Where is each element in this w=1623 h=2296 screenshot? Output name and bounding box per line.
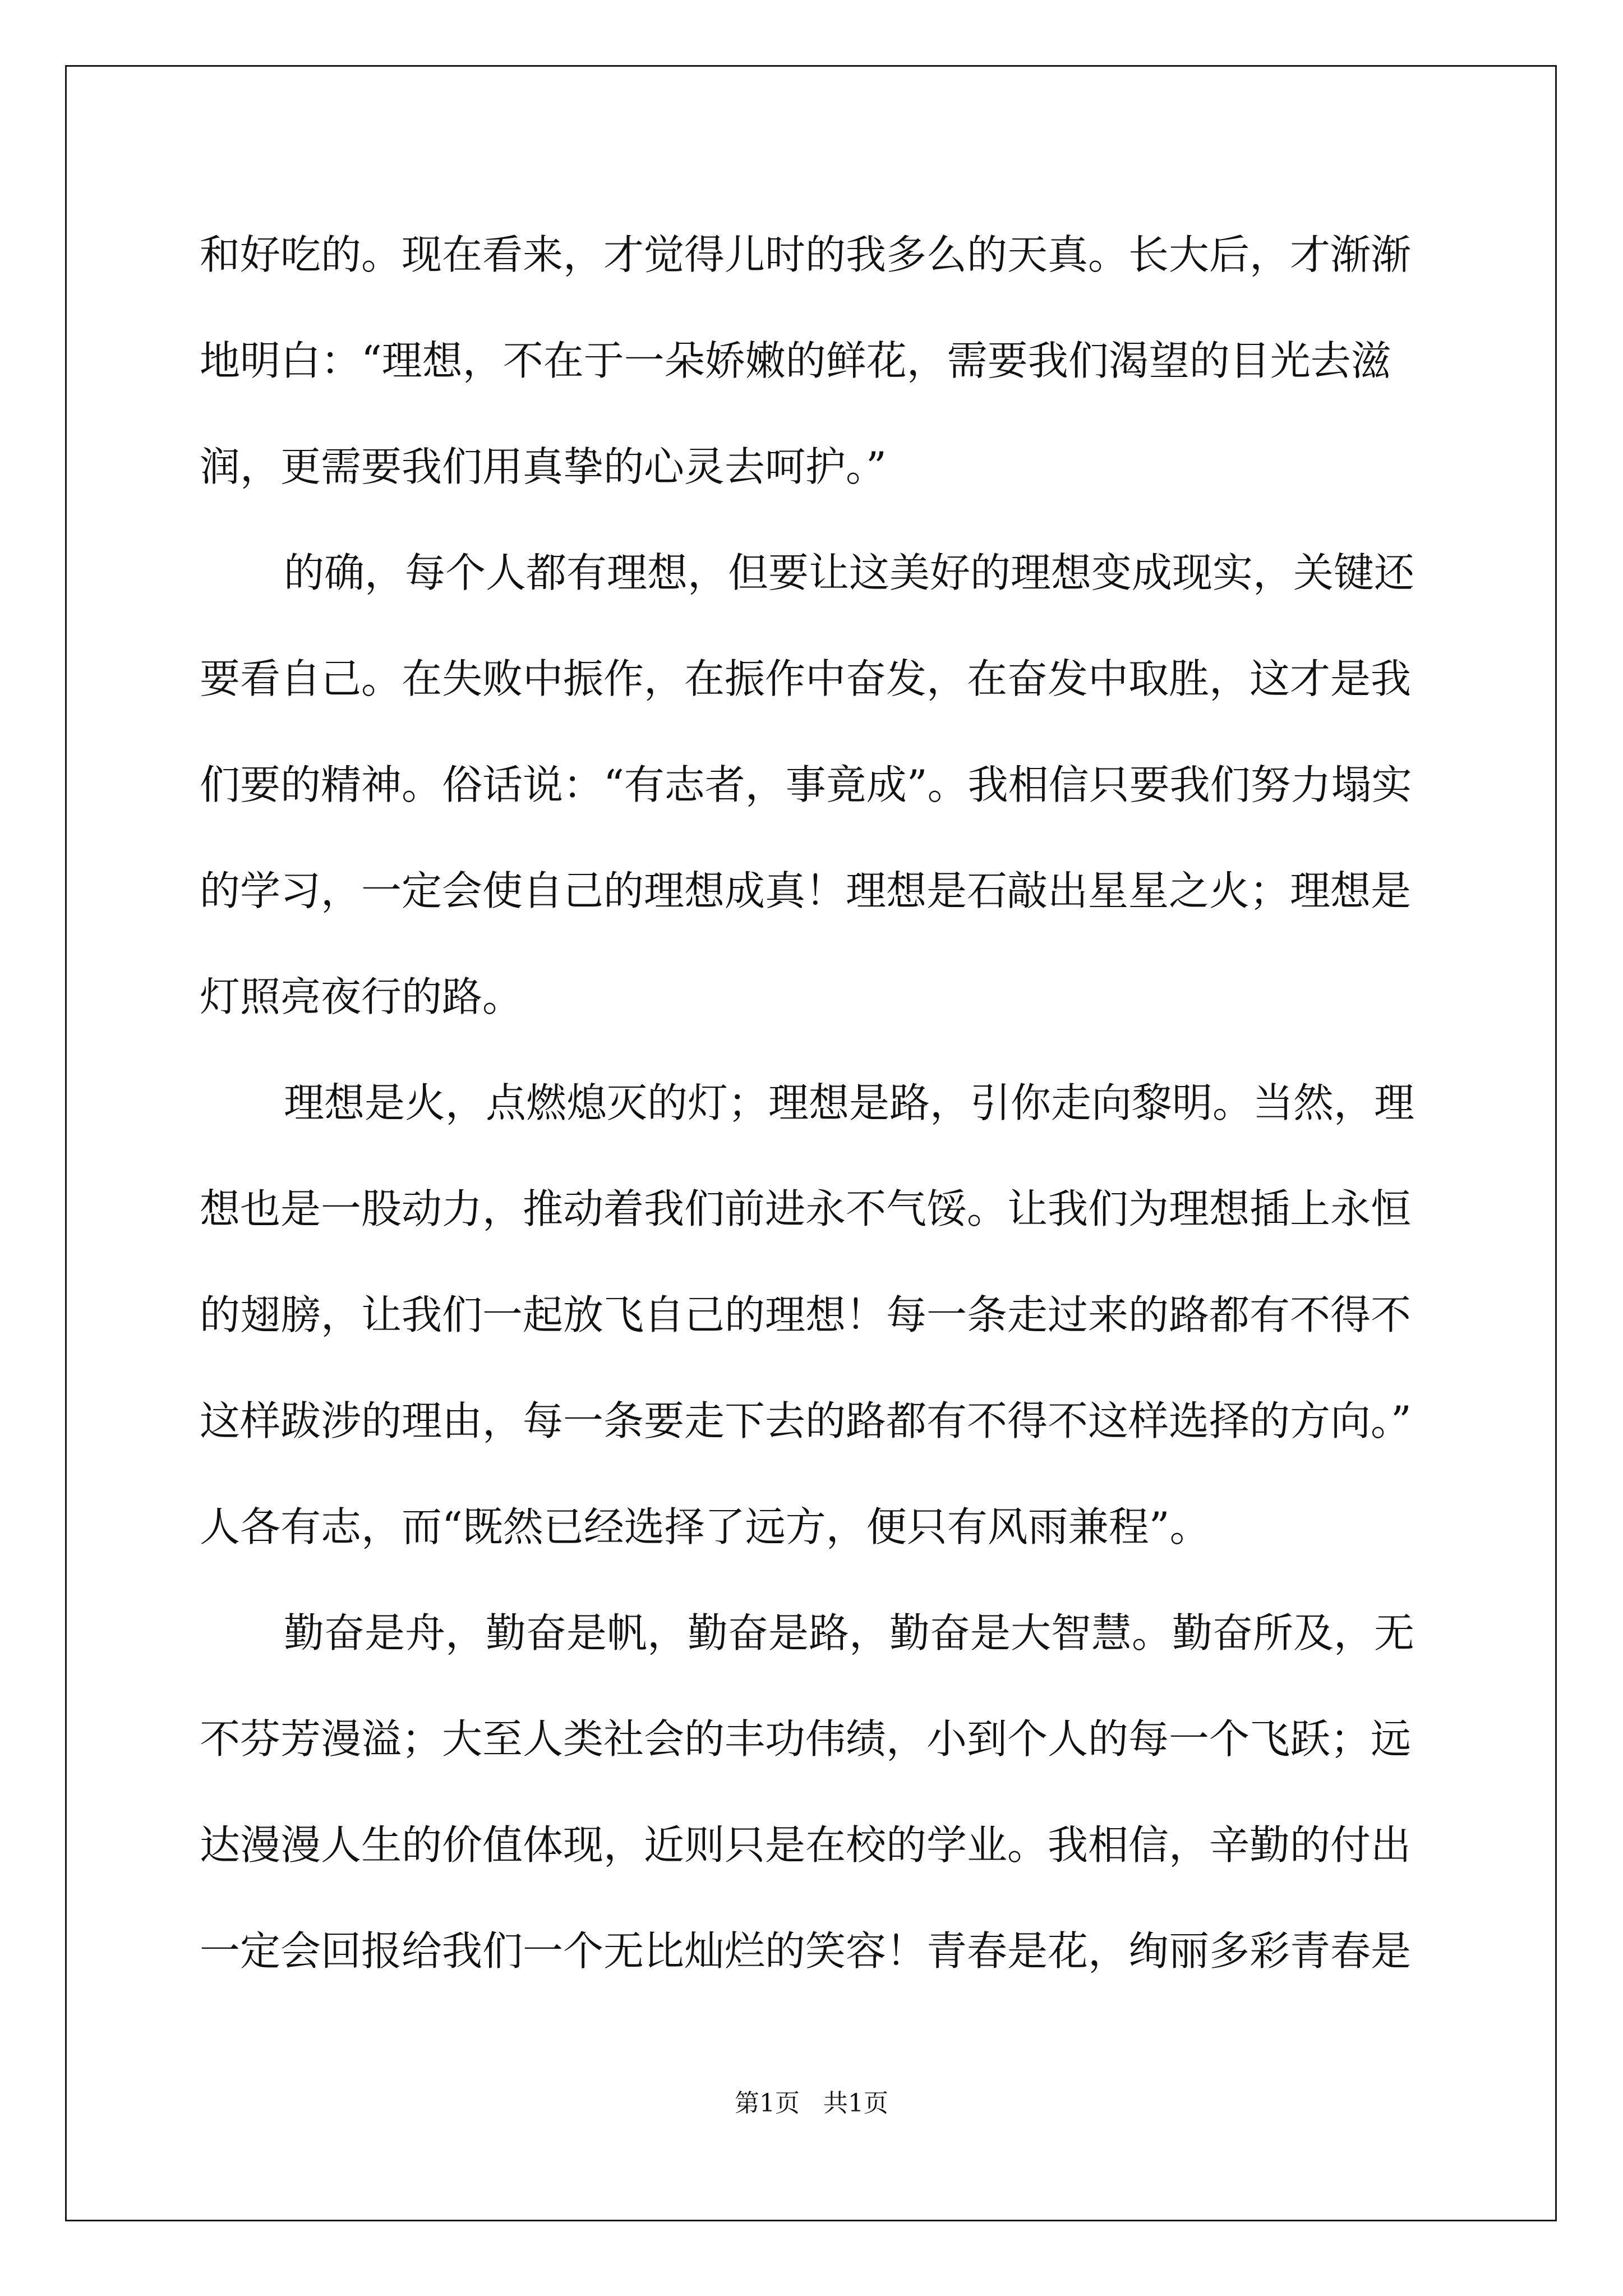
paragraph	[200, 520, 1431, 1050]
text-line: 理想是火，点燃熄灭的灯；理想是路，引你走向黎明。当然，理	[284, 1079, 1415, 1126]
text-line: 和好吃的。现在看来，才觉得儿时的我多么的天真。长大后，才渐渐	[200, 231, 1412, 278]
text-line: 的学习，一定会使自己的理想成真！理想是石敲出星星之火；理想是	[200, 867, 1412, 914]
text-line: 的翅膀，让我们一起放飞自己的理想！每一条走过来的路都有不得不	[200, 1291, 1412, 1338]
document-body	[200, 202, 1431, 2004]
text-line: 这样跋涉的理由，每一条要走下去的路都有不得不这样选择的方向。”	[200, 1397, 1412, 1444]
text-line: 勤奋是舟，勤奋是帆，勤奋是路，勤奋是大智慧。勤奋所及，无	[284, 1609, 1415, 1657]
text-line: 灯照亮夜行的路。	[200, 973, 523, 1020]
text-line: 的确，每个人都有理想，但要让这美好的理想变成现实，关键还	[284, 549, 1415, 596]
text-line: 一定会回报给我们一个无比灿烂的笑容！青春是花，绚丽多彩青春是	[200, 1927, 1412, 1975]
text-line: 想也是一股动力，推动着我们前进永不气馁。让我们为理想插上永恒	[200, 1185, 1412, 1232]
text-line: 地明白：“理想，不在于一朵娇嫩的鲜花，需要我们渴望的目光去滋	[200, 337, 1391, 384]
text-line: 要看自己。在失败中振作，在振作中奋发，在奋发中取胜，这才是我	[200, 655, 1412, 702]
page-number: 第1页	[735, 2089, 800, 2118]
text-line: 不芬芳漫溢；大至人类社会的丰功伟绩，小到个人的每一个飞跃；远	[200, 1715, 1412, 1763]
text-line: 润，更需要我们用真挚的心灵去呵护。”	[200, 443, 887, 490]
paragraph	[200, 1050, 1431, 1580]
text-line: 人各有志，而“既然已经选择了远方，便只有风雨兼程”。	[200, 1503, 1210, 1550]
text-line: 达漫漫人生的价值体现，近则只是在校的学业。我相信，辛勤的付出	[200, 1821, 1412, 1869]
paragraph	[200, 1580, 1431, 2004]
paragraph	[200, 202, 1431, 520]
page-total: 共1页	[823, 2089, 888, 2118]
page-footer	[0, 2087, 1623, 2120]
text-line: 们要的精神。俗话说：“有志者，事竟成”。我相信只要我们努力塌实	[200, 761, 1412, 808]
